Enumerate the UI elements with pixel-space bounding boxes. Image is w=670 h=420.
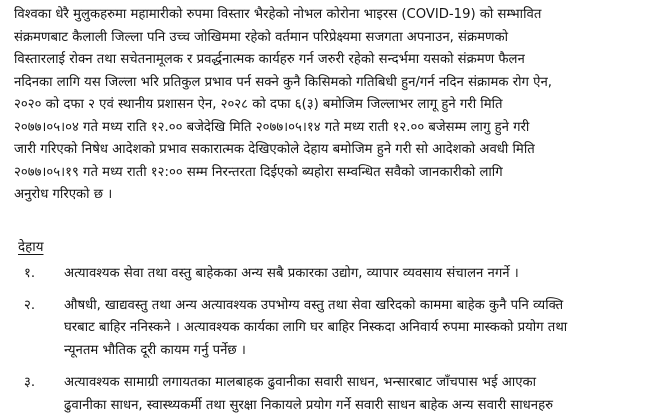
list-item xyxy=(0,295,670,363)
list-item xyxy=(0,372,670,420)
intro-line: २०७७।०५।०४ गते मध्य राति १२.०० बजेदेखि मिति २०७७।०५।१४ गते मध्य राती १२.०० बजेसम्म लागु हुने गरी xyxy=(14,119,530,135)
intro-line: जारी गरिएको निषेध आदेशको प्रभाव सकारात्मक देखिएकोले देहाय बमोजिम हुने गरी सो आदेशको अवधी मिति xyxy=(14,142,535,157)
intro-line: विस्तारलाई रोक्न तथा सचेतनामूलक र प्रवर्द्धनात्मक कार्यहरु गर्न जरुरी रहेको सन्दर्भमा यसको संक्रमण फैलन xyxy=(14,52,525,67)
item-text xyxy=(64,295,666,363)
item-text xyxy=(64,263,666,286)
item-text xyxy=(64,372,666,420)
numbered-list xyxy=(0,260,670,420)
intro-line: संक्रमणबाट कैलाली जिल्ला पनि उच्च जोखिममा रहेको वर्तमान परिप्रेक्ष्यमा सजगता अपनाउन, संक्रमणको xyxy=(14,29,509,45)
intro-line: २०२० को दफा २ एवं स्थानीय प्रशासन ऐन, २०२८ को दफा ६(३) बमोजिम जिल्लाभर लागू हुने गरी मिति xyxy=(14,97,503,112)
item-line: अत्यावश्यक सेवा तथा वस्तु बाहेकका अन्य सबै प्रकारका उद्योग, व्यापार व्यवसाय संचालन नगर्ने । xyxy=(64,266,519,281)
item-line: औषधी, खाद्यवस्तु तथा अन्य अत्यावश्यक उपभोग्य वस्तु तथा सेवा खरिदको काममा बाहेक कुनै पनि व्यक्ति xyxy=(64,297,564,313)
item-line: घरबाट बाहिर ननिस्कने । अत्यावश्यक कार्यका लागि घर बाहिर निस्कदा अनिवार्य रुपमा मास्कको प्रयोग तथा xyxy=(64,320,568,335)
item-line: अत्यावश्यक सामाग्री लगायतका मालबाहक ढुवानीका सवारी साधन, भन्सारबाट जाँचपास भई आएका xyxy=(64,375,537,390)
section-heading: देहाय xyxy=(18,240,44,255)
item-number: २. xyxy=(24,297,36,313)
item-number: ३. xyxy=(24,375,36,390)
item-line: ढुवानीका साधन, स्वास्थ्यकर्मी तथा सुरक्षा निकायले प्रयोग गर्ने सवारी साधन बाहेक अन्य सवारी साधनहरु xyxy=(64,397,553,413)
list-item xyxy=(0,263,670,286)
intro-line: अनुरोध गरिएको छ । xyxy=(14,187,113,202)
intro-line: विश्वका धेरै मुलुकहरुमा महामारीको रुपमा विस्तार भैरहेको नोभल कोरोना भाइरस (COVID-19) को सम्भावित xyxy=(14,7,542,22)
intro-paragraph xyxy=(14,4,664,207)
item-line: न्यूनतम भौतिक दूरी कायम गर्नु पर्नेछ । xyxy=(64,342,246,358)
intro-line: नदिनका लागि यस जिल्ला भरि प्रतिकुल प्रभाव पर्न सक्ने कुनै किसिमको गतिबिधी हुन/गर्न नदिन संक्रामक रोग ऐन, xyxy=(14,74,552,90)
item-number: १. xyxy=(24,266,36,281)
intro-line: २०७७।०५।१९ गते मध्य राती १२:०० सम्म निरन्तरता दिईएको ब्यहोरा सम्वन्धित सवैको जानकारीको लागि xyxy=(14,164,503,180)
